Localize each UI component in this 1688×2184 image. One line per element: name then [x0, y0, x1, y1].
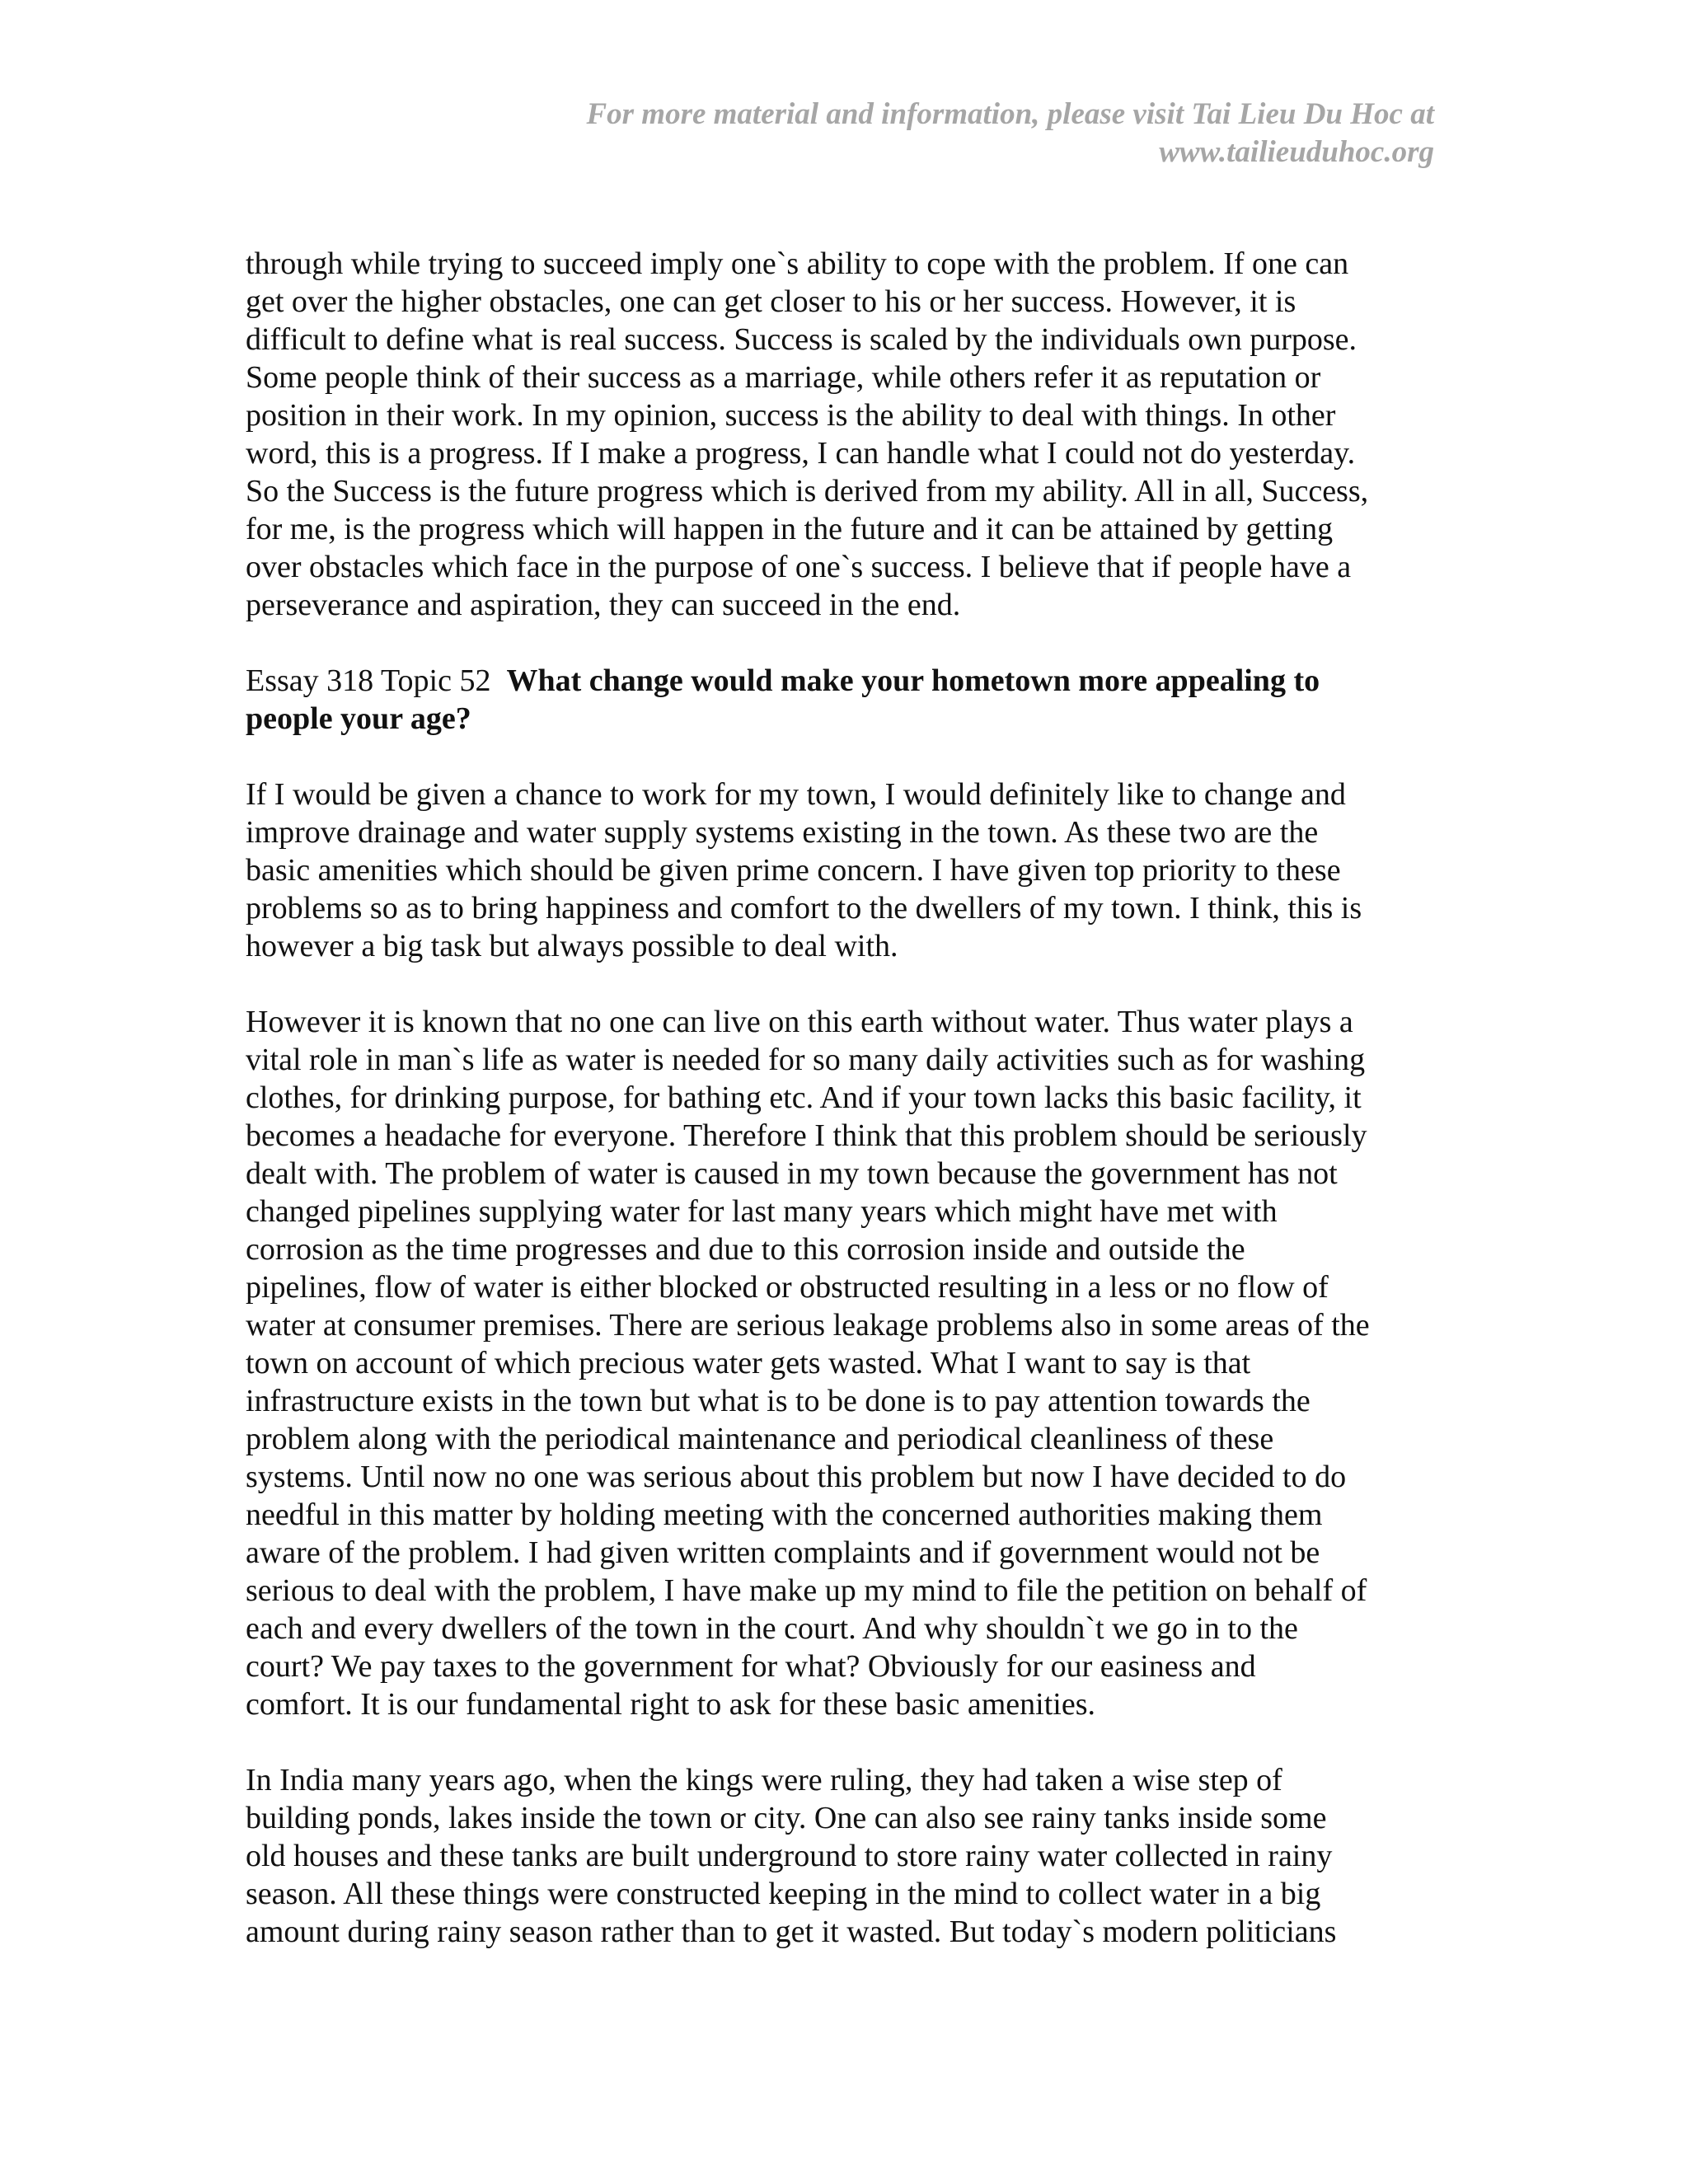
text-line: corrosion as the time progresses and due to this corrosion inside and outside the [246, 1232, 1245, 1267]
text-line: each and every dwellers of the town in the court. And why shouldn`t we go in to the [246, 1611, 1298, 1646]
essay-title-part-2: people your age? [246, 701, 471, 736]
header-line-1: For more material and information, please visit Tai Lieu Du Hoc at [586, 97, 1434, 131]
essay-heading-line-1 [246, 662, 1442, 700]
header-url[interactable]: www.tailieuduhoc.org [1159, 135, 1434, 169]
text-line: amount during rainy season rather than to get it wasted. But today`s modern politicians [246, 1915, 1337, 1949]
essay-heading [246, 662, 1442, 738]
text-line: court? We pay taxes to the government for what? Obviously for our easiness and [246, 1649, 1256, 1684]
text-line: position in their work. In my opinion, success is the ability to deal with things. In other [246, 398, 1336, 433]
paragraph-india-history [246, 1761, 1442, 1951]
text-line: however a big task but always possible to deal with. [246, 929, 898, 963]
text-line: comfort. It is our fundamental right to ask for these basic amenities. [246, 1687, 1095, 1722]
text-line: through while trying to succeed imply one`s ability to cope with the problem. If one can [246, 246, 1349, 281]
text-line: systems. Until now no one was serious about this problem but now I have decided to do [246, 1460, 1347, 1494]
paragraph-success-conclusion [246, 245, 1442, 624]
text-line: water at consumer premises. There are serious leakage problems also in some areas of the [246, 1308, 1370, 1343]
text-line: If I would be given a chance to work for my town, I would definitely like to change and [246, 777, 1346, 812]
text-line: aware of the problem. I had given written complaints and if government would not be [246, 1535, 1320, 1570]
text-line: However it is known that no one can live on this earth without water. Thus water plays a [246, 1005, 1353, 1039]
document-body [246, 245, 1442, 1989]
text-line: changed pipelines supplying water for last many years which might have met with [246, 1194, 1278, 1229]
text-line: over obstacles which face in the purpose of one`s success. I believe that if people have a [246, 550, 1352, 584]
text-line: So the Success is the future progress which is derived from my ability. All in all, Success, [246, 474, 1369, 509]
text-line: building ponds, lakes inside the town or city. One can also see rainy tanks inside some [246, 1801, 1327, 1835]
text-line: for me, is the progress which will happen in the future and it can be attained by getting [246, 512, 1334, 546]
text-line: needful in this matter by holding meeting with the concerned authorities making them [246, 1497, 1323, 1532]
text-line: infrastructure exists in the town but what is to be done is to pay attention towards the [246, 1384, 1311, 1418]
text-line: becomes a headache for everyone. Therefore I think that this problem should be seriously [246, 1118, 1367, 1153]
essay-label: Essay 318 Topic 52 [246, 663, 507, 698]
page-header [363, 96, 1434, 171]
text-line: improve drainage and water supply systems existing in the town. As these two are the [246, 815, 1319, 850]
text-line: In India many years ago, when the kings were ruling, they had taken a wise step of [246, 1763, 1282, 1797]
paragraph-water-problem [246, 1003, 1442, 1723]
text-line: basic amenities which should be given prime concern. I have given top priority to these [246, 853, 1341, 888]
text-line: dealt with. The problem of water is caused in my town because the government has not [246, 1156, 1338, 1191]
text-line: word, this is a progress. If I make a progress, I can handle what I could not do yesterday. [246, 436, 1356, 471]
text-line: perseverance and aspiration, they can succeed in the end. [246, 588, 961, 622]
text-line: pipelines, flow of water is either blocked or obstructed resulting in a less or no flow of [246, 1270, 1329, 1305]
text-line: season. All these things were constructed keeping in the mind to collect water in a big [246, 1877, 1321, 1911]
text-line: old houses and these tanks are built underground to store rainy water collected in rainy [246, 1839, 1333, 1873]
text-line: difficult to define what is real success. Success is scaled by the individuals own purpose. [246, 322, 1357, 357]
text-line: clothes, for drinking purpose, for bathing etc. And if your town lacks this basic facility, it [246, 1080, 1362, 1115]
text-line: problem along with the periodical maintenance and periodical cleanliness of these [246, 1422, 1274, 1456]
text-line: problems so as to bring happiness and comfort to the dwellers of my town. I think, this is [246, 891, 1362, 926]
text-line: vital role in man`s life as water is needed for so many daily activities such as for washing [246, 1043, 1366, 1077]
text-line: get over the higher obstacles, one can get closer to his or her success. However, it is [246, 284, 1296, 319]
text-line: Some people think of their success as a marriage, while others refer it as reputation or [246, 360, 1321, 395]
text-line: town on account of which precious water gets wasted. What I want to say is that [246, 1346, 1251, 1380]
paragraph-intro [246, 776, 1442, 965]
text-line: serious to deal with the problem, I have make up my mind to file the petition on behalf of [246, 1573, 1367, 1608]
essay-title-part-1: What change would make your hometown more appealing to [506, 663, 1320, 698]
